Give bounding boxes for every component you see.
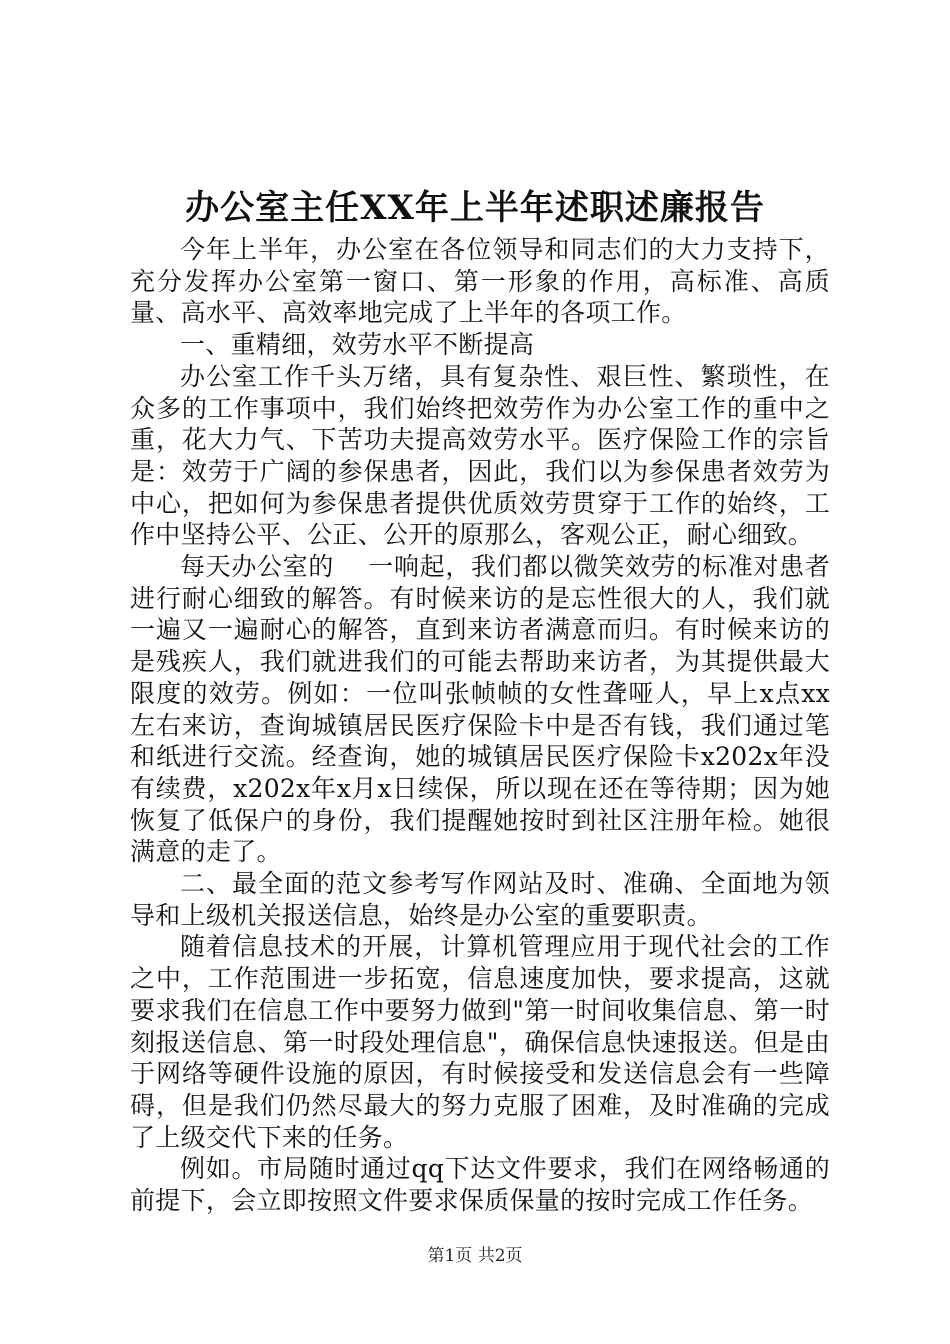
document-body bbox=[130, 234, 830, 1217]
body-paragraph: 办公室工作千头万绪，具有复杂性、艰巨性、繁琐性，在众多的工作事项中，我们始终把效劳作为办公室工作的重中之重，花大力气、下苦功夫提高效劳水平。医疗保险工作的宗旨是：效劳于广阔的参保患者，因此，我们以为参保患者效劳为中心，把如何为参保患者提供优质效劳贯穿于工作的始终，工作中坚持公平、公正、公开的原那么，客观公正，耐心细致。 bbox=[130, 361, 830, 550]
section-heading-1: 一、重精细，效劳水平不断提高 bbox=[180, 330, 535, 360]
body-paragraph: 每天办公室的 一响起，我们都以微笑效劳的标准对患者进行耐心细致的解答。有时候来访的是忘性很大的人，我们就一遍又一遍耐心的解答，直到来访者满意而归。有时候来访的是残疾人，我们就进我们的可能去帮助来访者，为其提供最大限度的效劳。例如：一位叫张帧帧的女性聋哑人，早上x点xx左右来访，查询城镇居民医疗保险卡中是否有钱，我们通过笔和纸进行交流。经查询，她的城镇居民医疗保险卡x202x年没有续费，x202x年x月x日续保，所以现在还在等待期；因为她恢复了低保户的身份，我们提醒她按时到社区注册年检。她很满意的走了。 bbox=[130, 552, 830, 867]
intro-paragraph: 今年上半年，办公室在各位领导和同志们的大力支持下，充分发挥办公室第一窗口、第一形象的作用，高标准、高质量、高水平、高效率地完成了上半年的各项工作。 bbox=[130, 235, 830, 328]
body-paragraph: 例如。市局随时通过qq下达文件要求，我们在网络畅通的前提下，会立即按照文件要求保质保量的按时完成工作任务。 bbox=[130, 1154, 830, 1216]
body-paragraph: 随着信息技术的开展，计算机管理应用于现代社会的工作之中，工作范围进一步拓宽，信息速度加快，要求提高，这就要求我们在信息工作中要努力做到"第一时间收集信息、第一时刻报送信息、第一时段处理信息"，确保信息快速报送。但是由于网络等硬件设施的原因，有时候接受和发送信息会有一些障碍，但是我们仍然尽最大的努力克服了困难，及时准确的完成了上级交代下来的任务。 bbox=[130, 932, 830, 1152]
page-footer: 第1页 共2页 bbox=[427, 1246, 523, 1266]
document-title: 办公室主任XX年上半年述职述廉报告 bbox=[185, 188, 765, 228]
section-heading-2: 二、最全面的范文参考写作网站及时、准确、全面地为领导和上级机关报送信息，始终是办公室的重要职责。 bbox=[130, 869, 830, 930]
